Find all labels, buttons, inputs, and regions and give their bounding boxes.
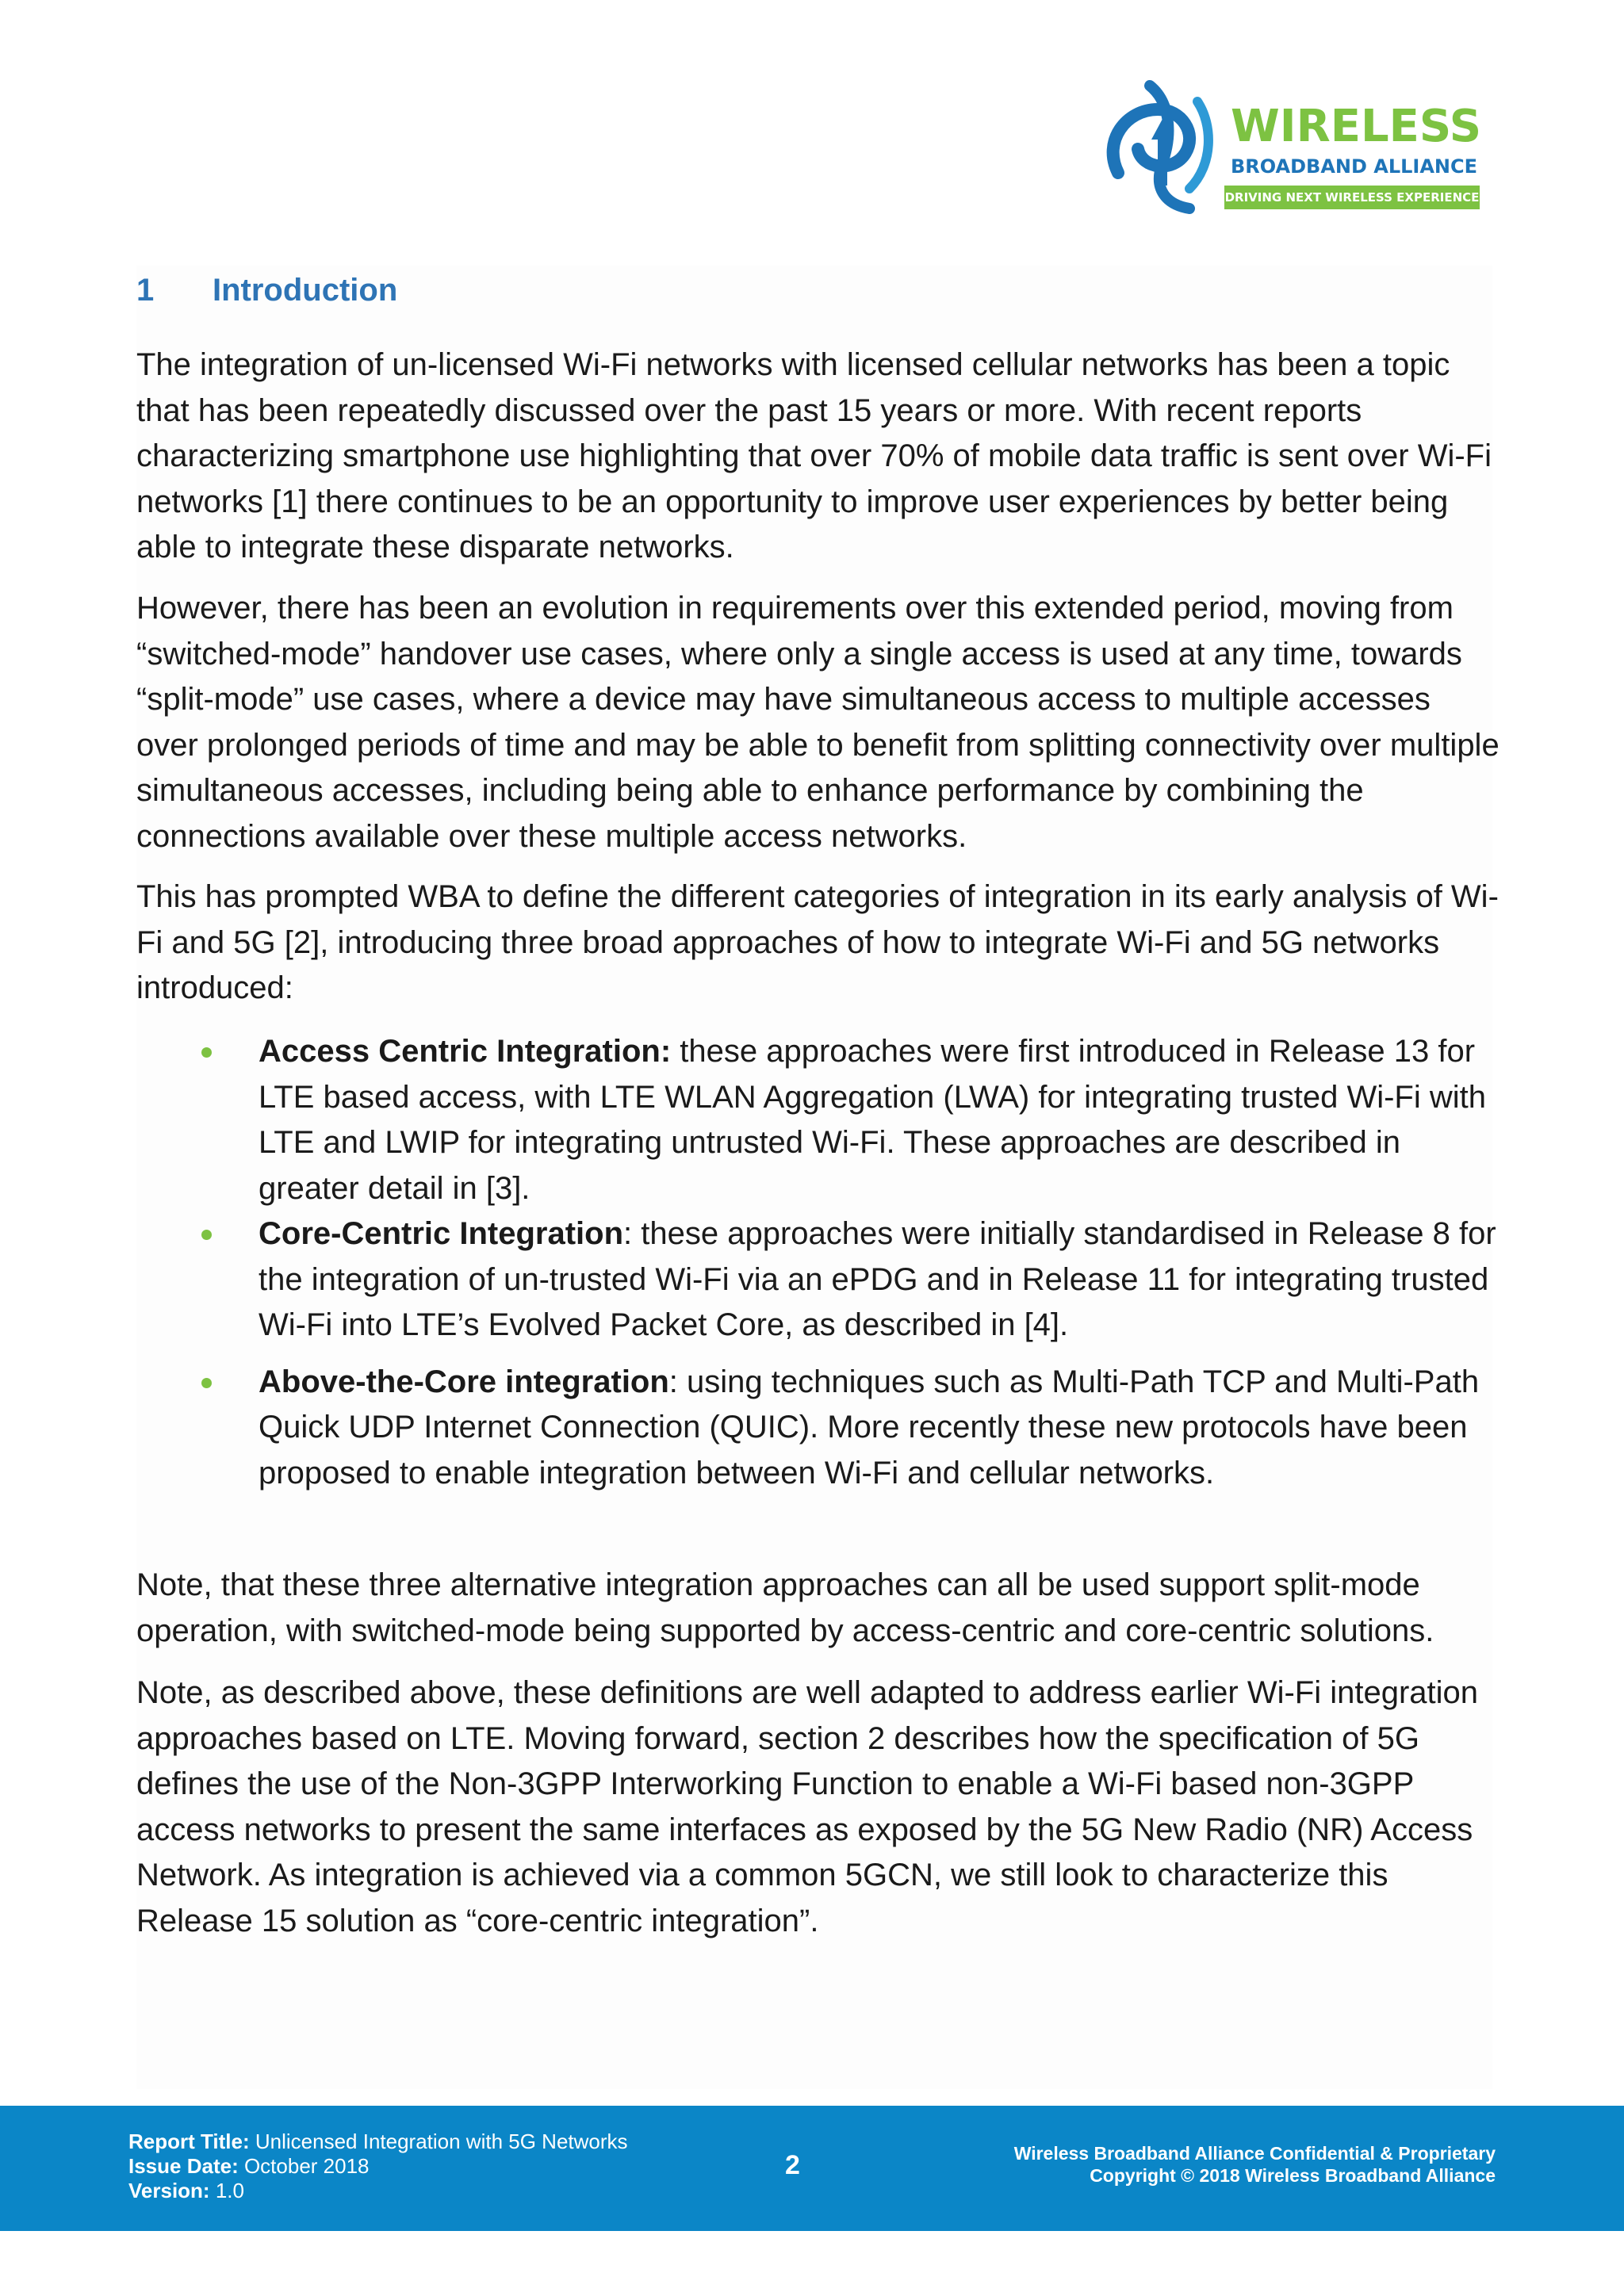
issue-date-value: October 2018	[238, 2154, 370, 2178]
bullet-term: Core-Centric Integration	[259, 1216, 624, 1251]
paragraph-3: This has prompted WBA to define the different categories of integration in its early analysis of Wi-Fi and 5G [2], introducing three broad approaches of how to integrate Wi-Fi and 5G networks introduced:	[136, 879, 1499, 1005]
integration-approaches-list	[136, 1029, 1500, 1496]
logo-tagline: DRIVING NEXT WIRELESS EXPERIENCE	[1224, 186, 1480, 209]
paragraph-2: However, there has been an evolution in requirements over this extended period, moving from “switched-mode” handover use cases, where only a single access is used at any time, towards “split-mode” use cases, where a device may have simultaneous access to multiple accesses over prolonged periods of time and may be able to benefit from splitting connectivity over multiple simultaneous accesses, including being able to enhance performance by combining the connections available over these multiple access networks.	[136, 591, 1500, 854]
bullet-icon	[201, 1230, 212, 1240]
list-item	[136, 1211, 1500, 1349]
page-number: 2	[785, 2150, 800, 2180]
version-label: Version:	[128, 2179, 210, 2202]
bullet-icon	[201, 1047, 212, 1058]
bullet-text: : these approaches were initially standardised in Release 8 for the integration of un-trusted Wi-Fi via an ePDG and in Release 11 for integrating trusted Wi-Fi into LTE’s Evolved Packet Core, as described in [4].	[259, 1216, 1496, 1342]
paragraph-5: Note, as described above, these definitions are well adapted to address earlier Wi-Fi integration approaches based on LTE. Moving forward, section 2 describes how the specification of 5G defines the use of the Non-3GPP Interworking Function to enable a Wi-Fi based non-3GPP access networks to present the same interfaces as exposed by the 5G New Radio (NR) Access Network. As integration is achieved via a common 5GCN, we still look to characterize this Release 15 solution as “core-centric integration”.	[136, 1675, 1479, 1938]
section-heading	[136, 268, 397, 312]
wba-logo	[1094, 78, 1491, 220]
list-item	[136, 1029, 1500, 1211]
confidential-notice: Wireless Broadband Alliance Confidential & Proprietary	[1013, 2143, 1496, 2164]
report-title-label: Report Title:	[128, 2130, 250, 2153]
issue-date-label: Issue Date:	[128, 2154, 239, 2178]
report-title-value: Unlicensed Integration with 5G Networks	[249, 2130, 628, 2153]
ribbon-emblem-icon	[1094, 78, 1229, 220]
list-item	[136, 1360, 1500, 1497]
footer-report-info	[128, 2130, 628, 2203]
bullet-term: Above-the-Core integration	[259, 1364, 669, 1399]
paragraph-4: Note, that these three alternative integration approaches can all be used support split-mode operation, with switched-mode being supported by access-centric and core-centric solutions.	[136, 1567, 1434, 1648]
bullet-term: Access Centric Integration:	[259, 1034, 672, 1069]
page-footer	[0, 2106, 1624, 2231]
bullet-icon	[201, 1378, 212, 1388]
logo-subtitle: BROADBAND ALLIANCE	[1231, 155, 1478, 178]
logo-wordmark: WIRELESS	[1231, 101, 1482, 152]
footer-legal	[1014, 2142, 1496, 2187]
copyright-notice: Copyright © 2018 Wireless Broadband Alliance	[1090, 2165, 1496, 2186]
version-value: 1.0	[209, 2179, 244, 2202]
section-number: 1	[136, 273, 155, 308]
paragraph-1: The integration of un-licensed Wi-Fi networks with licensed cellular networks has been a topic that has been repeatedly discussed over the past 15 years or more. With recent reports characterizing smartphone use highlighting that over 70% of mobile data traffic is sent over Wi-Fi networks [1] there continues to be an opportunity to improve user experiences by better being able to integrate these disparate networks.	[136, 347, 1492, 564]
section-title: Introduction	[213, 273, 398, 308]
bullet-text: : using techniques such as Multi-Path TCP and Multi-Path Quick UDP Internet Connection (QUIC). More recently these new protocols have been proposed to enable integration between Wi-Fi and cellular networks.	[259, 1364, 1480, 1490]
bullet-text: these approaches were first introduced in Release 13 for LTE based access, with LTE WLAN Aggregation (LWA) for integrating trusted Wi-Fi with LTE and LWIP for integrating untrusted Wi-Fi. These approaches are described in greater detail in [3].	[259, 1034, 1486, 1206]
